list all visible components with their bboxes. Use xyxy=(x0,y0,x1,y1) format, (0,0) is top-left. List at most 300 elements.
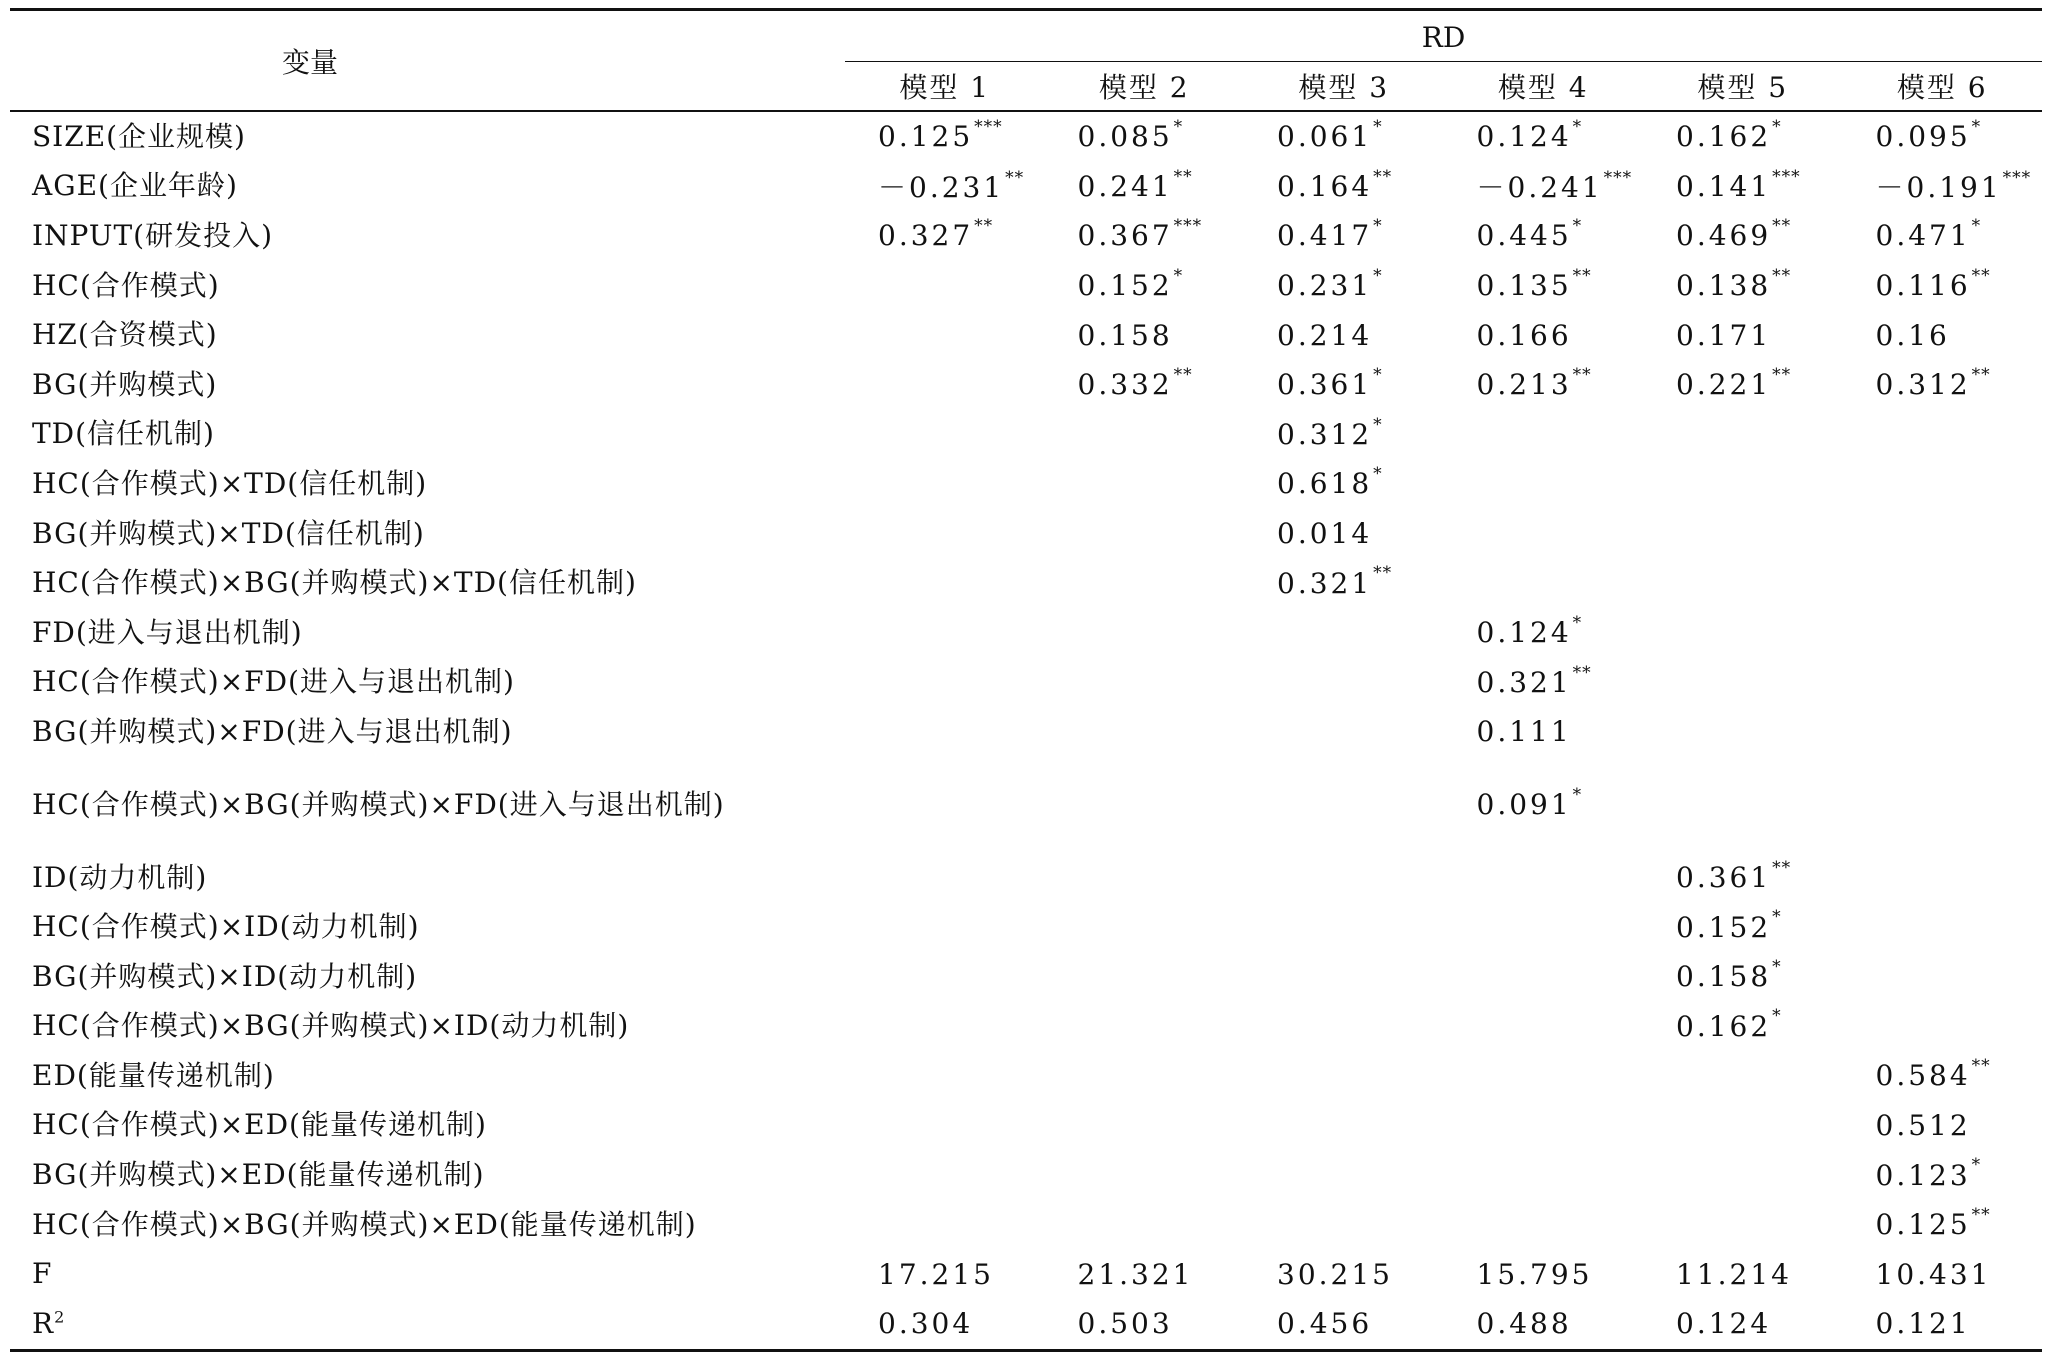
coefficient-value: 0.367 xyxy=(1077,219,1173,253)
table-row xyxy=(10,658,2042,708)
significance-stars: ** xyxy=(1005,168,1025,189)
coefficient-cell xyxy=(1244,707,1444,757)
coefficient-value: 0.445 xyxy=(1476,219,1572,253)
significance-stars: ** xyxy=(1173,364,1193,385)
coefficient-cell xyxy=(845,509,1045,559)
significance-stars: * xyxy=(1772,116,1782,137)
coefficient-cell xyxy=(1643,1101,1843,1151)
coefficient-value: 0.158 xyxy=(1676,960,1772,994)
coefficient-cell xyxy=(1444,902,1644,952)
coefficient-cell xyxy=(1843,310,2043,360)
coefficient-cell xyxy=(1843,162,2043,212)
coefficient-cell xyxy=(1444,1051,1644,1101)
coefficient-value: 0.123 xyxy=(1875,1158,1971,1192)
significance-stars: * xyxy=(1572,612,1583,633)
coefficient-value: 0.321 xyxy=(1277,566,1373,600)
coefficient-cell xyxy=(1444,1200,1644,1250)
coefficient-value: 0.162 xyxy=(1676,1009,1772,1043)
coefficient-value: 0.488 xyxy=(1476,1307,1572,1341)
coefficient-cell xyxy=(845,608,1045,658)
coefficient-cell xyxy=(1045,558,1245,608)
significance-stars: * xyxy=(1173,116,1184,137)
coefficient-cell xyxy=(1244,1249,1444,1299)
coefficient-cell xyxy=(1045,459,1245,509)
coefficient-value: 0.138 xyxy=(1676,269,1772,303)
significance-stars: * xyxy=(1373,464,1383,485)
coefficient-cell xyxy=(1444,1101,1644,1151)
coefficient-cell xyxy=(1244,1150,1444,1200)
coefficient-cell xyxy=(1244,853,1444,903)
coefficient-cell xyxy=(1843,111,2043,162)
coefficient-cell xyxy=(845,162,1045,212)
significance-stars: ** xyxy=(1373,563,1393,584)
table-row xyxy=(10,757,2042,853)
coefficient-cell xyxy=(1444,1002,1644,1052)
coefficient-value: 0.125 xyxy=(878,120,974,154)
coefficient-cell xyxy=(1444,1150,1644,1200)
coefficient-cell xyxy=(1843,707,2043,757)
significance-stars: * xyxy=(1572,216,1583,237)
coefficient-value: 0.135 xyxy=(1476,269,1572,303)
significance-stars: ** xyxy=(1971,265,1991,286)
coefficient-cell xyxy=(1244,459,1444,509)
variable-name-cell: HC(合作模式)×BG(并购模式)×TD(信任机制) xyxy=(32,566,637,600)
significance-stars: * xyxy=(1373,116,1383,137)
table-row xyxy=(10,558,2042,608)
model-header: 模型 4 xyxy=(1444,62,1644,112)
coefficient-value: －0.231 xyxy=(878,171,1005,205)
coefficient-cell xyxy=(845,1200,1045,1250)
coefficient-value: 0.512 xyxy=(1875,1108,1971,1142)
significance-stars: ** xyxy=(1572,364,1592,385)
significance-stars: * xyxy=(1572,116,1583,137)
coefficient-cell xyxy=(1843,952,2043,1002)
variable-name-cell: HC(合作模式)×FD(进入与退出机制) xyxy=(32,665,515,699)
table-row xyxy=(10,707,2042,757)
coefficient-cell xyxy=(1643,952,1843,1002)
significance-stars: ** xyxy=(1373,166,1393,187)
coefficient-cell xyxy=(1244,1101,1444,1151)
coefficient-cell xyxy=(1045,1249,1245,1299)
coefficient-value: 0.152 xyxy=(1077,269,1173,303)
coefficient-value: 0.152 xyxy=(1676,910,1772,944)
coefficient-cell xyxy=(1643,902,1843,952)
coefficient-cell xyxy=(845,111,1045,162)
coefficient-cell xyxy=(845,211,1045,261)
coefficient-cell xyxy=(1244,310,1444,360)
coefficient-cell xyxy=(1045,952,1245,1002)
coefficient-cell xyxy=(1444,211,1644,261)
coefficient-value: 0.584 xyxy=(1875,1059,1971,1093)
coefficient-value: 0.085 xyxy=(1077,120,1173,154)
coefficient-cell xyxy=(1643,162,1843,212)
coefficient-cell xyxy=(1045,1002,1245,1052)
coefficient-cell xyxy=(1045,707,1245,757)
coefficient-cell xyxy=(1045,853,1245,903)
coefficient-value: 0.312 xyxy=(1875,368,1971,402)
variable-name-cell: HC(合作模式) xyxy=(32,268,220,302)
coefficient-value: 17.215 xyxy=(878,1257,994,1291)
variable-name-cell xyxy=(10,1299,845,1350)
coefficient-cell xyxy=(1244,902,1444,952)
variable-name-cell: BG(并购模式)×ED(能量传递机制) xyxy=(32,1158,485,1192)
coefficient-cell xyxy=(1843,853,2043,903)
coefficient-cell xyxy=(1843,261,2043,311)
coefficient-cell xyxy=(1045,1200,1245,1250)
coefficient-cell xyxy=(1045,1051,1245,1101)
coefficient-value: 0.241 xyxy=(1077,169,1173,203)
variable-name-cell: BG(并购模式) xyxy=(32,367,218,401)
table-row xyxy=(10,1150,2042,1200)
coefficient-cell xyxy=(1244,360,1444,410)
coefficient-cell xyxy=(1244,1200,1444,1250)
table-row xyxy=(10,1101,2042,1151)
coefficient-cell xyxy=(1444,509,1644,559)
coefficient-cell xyxy=(1244,1299,1444,1350)
coefficient-cell xyxy=(1643,658,1843,708)
coefficient-cell xyxy=(1244,111,1444,162)
model-header: 模型 3 xyxy=(1244,62,1444,112)
r-squared-label: R xyxy=(32,1306,55,1340)
coefficient-value: 0.321 xyxy=(1476,665,1572,699)
coefficient-value: 0.327 xyxy=(878,219,974,253)
model-header: 模型 5 xyxy=(1643,62,1843,112)
significance-stars: * xyxy=(1971,1155,1982,1176)
coefficient-cell xyxy=(1244,1002,1444,1052)
coefficient-value: 0.141 xyxy=(1676,169,1772,203)
coefficient-cell xyxy=(1643,853,1843,903)
coefficient-cell xyxy=(1643,261,1843,311)
coefficient-value: 0.158 xyxy=(1077,318,1173,352)
significance-stars: ** xyxy=(1772,265,1792,286)
significance-stars: * xyxy=(1572,784,1583,805)
variable-name-cell: HC(合作模式)×TD(信任机制) xyxy=(32,466,428,500)
significance-stars: ** xyxy=(1772,857,1792,878)
significance-stars: ** xyxy=(974,216,994,237)
table-row xyxy=(10,261,2042,311)
coefficient-value: 0.091 xyxy=(1476,788,1572,822)
coefficient-cell xyxy=(1843,558,2043,608)
coefficient-cell xyxy=(845,1249,1045,1299)
coefficient-value: 0.213 xyxy=(1476,368,1572,402)
significance-stars: * xyxy=(1373,216,1383,237)
coefficient-cell xyxy=(1843,459,2043,509)
coefficient-cell xyxy=(1444,261,1644,311)
coefficient-value: 0.471 xyxy=(1875,219,1971,253)
significance-stars: * xyxy=(1772,956,1782,977)
coefficient-value: 0.214 xyxy=(1277,318,1373,352)
significance-stars: *** xyxy=(974,116,1003,137)
coefficient-cell xyxy=(1643,1051,1843,1101)
coefficient-cell xyxy=(1643,1150,1843,1200)
coefficient-cell xyxy=(1643,757,1843,853)
coefficient-cell xyxy=(1045,310,1245,360)
table-row xyxy=(10,111,2042,162)
coefficient-cell xyxy=(1045,162,1245,212)
coefficient-cell xyxy=(1045,261,1245,311)
coefficient-cell xyxy=(1843,1101,2043,1151)
dependent-variable-header: RD xyxy=(845,11,2042,62)
significance-stars: *** xyxy=(1603,168,1633,189)
coefficient-cell xyxy=(1045,211,1245,261)
coefficient-value: 11.214 xyxy=(1676,1257,1792,1291)
significance-stars: ** xyxy=(1772,364,1792,385)
model-header: 模型 2 xyxy=(1045,62,1245,112)
coefficient-cell xyxy=(845,1002,1045,1052)
coefficient-cell xyxy=(1843,757,2043,853)
coefficient-cell xyxy=(1444,360,1644,410)
regression-results-table xyxy=(10,8,2042,1352)
coefficient-cell xyxy=(1843,1002,2043,1052)
coefficient-cell xyxy=(1643,310,1843,360)
coefficient-cell xyxy=(1444,757,1644,853)
coefficient-value: 0.231 xyxy=(1277,269,1373,303)
significance-stars: ** xyxy=(1971,1204,1991,1225)
coefficient-value: 0.221 xyxy=(1676,368,1772,402)
coefficient-cell xyxy=(1444,853,1644,903)
significance-stars: * xyxy=(1373,414,1383,435)
coefficient-value: 0.125 xyxy=(1875,1208,1971,1242)
coefficient-value: －0.241 xyxy=(1476,171,1603,205)
coefficient-value: 0.095 xyxy=(1875,120,1971,154)
header-row-1 xyxy=(10,11,2042,62)
coefficient-cell xyxy=(1444,162,1644,212)
significance-stars: * xyxy=(1373,265,1383,286)
model-header: 模型 6 xyxy=(1843,62,2043,112)
coefficient-cell xyxy=(1444,952,1644,1002)
coefficient-cell xyxy=(1843,608,2043,658)
coefficient-value: 0.16 xyxy=(1875,318,1950,352)
coefficient-value: 0.361 xyxy=(1277,368,1373,402)
coefficient-cell xyxy=(1244,410,1444,460)
coefficient-cell xyxy=(1643,558,1843,608)
significance-stars: * xyxy=(1373,364,1383,385)
table-row xyxy=(10,1051,2042,1101)
significance-stars: *** xyxy=(1173,216,1203,237)
regression-table-document xyxy=(10,8,2042,1352)
table-row xyxy=(10,902,2042,952)
coefficient-cell xyxy=(1643,1299,1843,1350)
coefficient-value: 0.124 xyxy=(1476,616,1572,650)
coefficient-value: 0.417 xyxy=(1277,219,1373,253)
coefficient-value: 0.456 xyxy=(1277,1307,1373,1341)
coefficient-value: 0.162 xyxy=(1676,120,1772,154)
coefficient-cell xyxy=(1045,902,1245,952)
coefficient-cell xyxy=(1444,459,1644,509)
significance-stars: *** xyxy=(1772,166,1801,187)
variable-name-cell: FD(进入与退出机制) xyxy=(32,615,303,649)
coefficient-value: 0.061 xyxy=(1277,120,1373,154)
coefficient-cell xyxy=(845,707,1045,757)
coefficient-cell xyxy=(1643,707,1843,757)
table-row xyxy=(10,952,2042,1002)
significance-stars: ** xyxy=(1572,265,1592,286)
coefficient-cell xyxy=(845,1299,1045,1350)
coefficient-value: 21.321 xyxy=(1077,1257,1194,1291)
coefficient-cell xyxy=(1444,410,1644,460)
coefficient-cell xyxy=(1643,1200,1843,1250)
coefficient-value: 15.795 xyxy=(1476,1257,1593,1291)
table-row xyxy=(10,459,2042,509)
coefficient-cell xyxy=(845,1051,1045,1101)
coefficient-value: 0.116 xyxy=(1875,269,1971,303)
coefficient-cell xyxy=(845,558,1045,608)
coefficient-cell xyxy=(1444,658,1644,708)
significance-stars: * xyxy=(1971,116,1982,137)
coefficient-cell xyxy=(1244,658,1444,708)
coefficient-cell xyxy=(1643,410,1843,460)
coefficient-cell xyxy=(845,261,1045,311)
coefficient-cell xyxy=(1643,360,1843,410)
table-row xyxy=(10,410,2042,460)
table-row xyxy=(10,162,2042,212)
coefficient-value: 0.111 xyxy=(1476,715,1572,749)
coefficient-cell xyxy=(1843,509,2043,559)
coefficient-cell xyxy=(1843,902,2043,952)
variable-name-cell: BG(并购模式)×ID(动力机制) xyxy=(32,959,418,993)
coefficient-cell xyxy=(1244,757,1444,853)
variable-name-cell: HC(合作模式)×BG(并购模式)×FD(进入与退出机制) xyxy=(32,787,725,821)
coefficient-cell xyxy=(845,1101,1045,1151)
coefficient-cell xyxy=(1843,1150,2043,1200)
table-row-r-squared xyxy=(10,1299,2042,1350)
coefficient-value: 0.171 xyxy=(1676,318,1772,352)
coefficient-cell xyxy=(1643,1002,1843,1052)
table-row xyxy=(10,211,2042,261)
coefficient-cell xyxy=(1045,509,1245,559)
coefficient-cell xyxy=(845,658,1045,708)
coefficient-cell xyxy=(1045,1150,1245,1200)
variable-name-cell: SIZE(企业规模) xyxy=(32,119,246,153)
coefficient-cell xyxy=(1045,1299,1245,1350)
coefficient-cell xyxy=(1045,1101,1245,1151)
table-row xyxy=(10,509,2042,559)
coefficient-value: －0.191 xyxy=(1875,171,2002,205)
coefficient-cell xyxy=(1843,360,2043,410)
significance-stars: * xyxy=(1173,265,1184,286)
significance-stars: ** xyxy=(1971,1056,1991,1077)
coefficient-value: 0.164 xyxy=(1277,169,1373,203)
variable-name-cell: HC(合作模式)×BG(并购模式)×ED(能量传递机制) xyxy=(32,1207,697,1241)
coefficient-cell xyxy=(1843,211,2043,261)
coefficient-cell xyxy=(845,1150,1045,1200)
coefficient-value: 0.121 xyxy=(1875,1307,1971,1341)
variable-name-cell: HC(合作模式)×BG(并购模式)×ID(动力机制) xyxy=(32,1009,630,1043)
coefficient-value: 0.166 xyxy=(1476,318,1572,352)
variable-name-cell: HC(合作模式)×ID(动力机制) xyxy=(32,910,420,944)
coefficient-value: 0.618 xyxy=(1277,467,1373,501)
coefficient-cell xyxy=(1444,608,1644,658)
coefficient-cell xyxy=(1045,658,1245,708)
coefficient-value: 0.304 xyxy=(878,1307,974,1341)
significance-stars: * xyxy=(1971,216,1982,237)
coefficient-cell xyxy=(1643,111,1843,162)
variable-column-header: 变量 xyxy=(10,11,845,111)
coefficient-cell xyxy=(1045,757,1245,853)
coefficient-cell xyxy=(1244,558,1444,608)
coefficient-cell xyxy=(1843,1299,2043,1350)
variable-name-cell: F xyxy=(32,1257,53,1291)
significance-stars: ** xyxy=(1572,662,1592,683)
coefficient-cell xyxy=(845,459,1045,509)
coefficient-cell xyxy=(1444,310,1644,360)
coefficient-cell xyxy=(1643,1249,1843,1299)
variable-name-cell: BG(并购模式)×TD(信任机制) xyxy=(32,516,425,550)
significance-stars: ** xyxy=(1173,166,1193,187)
table-body xyxy=(10,111,2042,1350)
coefficient-cell xyxy=(845,360,1045,410)
variable-name-cell: HC(合作模式)×ED(能量传递机制) xyxy=(32,1108,487,1142)
table-row xyxy=(10,853,2042,903)
coefficient-value: 0.503 xyxy=(1077,1307,1173,1341)
variable-name-cell: ED(能量传递机制) xyxy=(32,1058,275,1092)
variable-name-cell: AGE(企业年龄) xyxy=(32,169,238,203)
coefficient-value: 0.361 xyxy=(1676,861,1772,895)
coefficient-cell xyxy=(1444,111,1644,162)
model-header: 模型 1 xyxy=(845,62,1045,112)
coefficient-value: 0.469 xyxy=(1676,219,1772,253)
table-row xyxy=(10,1200,2042,1250)
coefficient-cell xyxy=(1045,111,1245,162)
coefficient-cell xyxy=(1244,162,1444,212)
coefficient-value: 10.431 xyxy=(1875,1257,1992,1291)
coefficient-cell xyxy=(845,757,1045,853)
coefficient-cell xyxy=(1444,1249,1644,1299)
coefficient-cell xyxy=(1843,1249,2043,1299)
variable-name-cell: HZ(合资模式) xyxy=(32,318,218,352)
coefficient-cell xyxy=(1643,211,1843,261)
coefficient-value: 30.215 xyxy=(1277,1257,1393,1291)
coefficient-cell xyxy=(845,952,1045,1002)
coefficient-cell xyxy=(1843,1200,2043,1250)
coefficient-cell xyxy=(1244,211,1444,261)
coefficient-cell xyxy=(1643,459,1843,509)
variable-name-cell: BG(并购模式)×FD(进入与退出机制) xyxy=(32,714,513,748)
coefficient-value: 0.014 xyxy=(1277,517,1373,551)
coefficient-cell xyxy=(1444,558,1644,608)
coefficient-cell xyxy=(845,410,1045,460)
coefficient-value: 0.124 xyxy=(1676,1307,1772,1341)
table-row xyxy=(10,1002,2042,1052)
significance-stars: ** xyxy=(1772,216,1792,237)
coefficient-value: 0.332 xyxy=(1077,368,1173,402)
coefficient-cell xyxy=(1843,658,2043,708)
coefficient-cell xyxy=(1444,707,1644,757)
coefficient-cell xyxy=(1045,410,1245,460)
variable-name-cell: INPUT(研发投入) xyxy=(32,218,274,252)
table-row xyxy=(10,608,2042,658)
coefficient-cell xyxy=(1045,608,1245,658)
significance-stars: *** xyxy=(2002,168,2032,189)
coefficient-cell xyxy=(1444,1299,1644,1350)
coefficient-cell xyxy=(1244,1051,1444,1101)
coefficient-cell xyxy=(1643,608,1843,658)
r-squared-superscript: 2 xyxy=(54,1307,66,1327)
variable-name-cell: ID(动力机制) xyxy=(32,860,208,894)
coefficient-cell xyxy=(1244,509,1444,559)
coefficient-cell xyxy=(1843,410,2043,460)
coefficient-value: 0.312 xyxy=(1277,417,1373,451)
coefficient-cell xyxy=(1045,360,1245,410)
significance-stars: * xyxy=(1772,907,1782,928)
coefficient-value: 0.124 xyxy=(1476,120,1572,154)
coefficient-cell xyxy=(1244,261,1444,311)
coefficient-cell xyxy=(1244,952,1444,1002)
coefficient-cell xyxy=(845,853,1045,903)
coefficient-cell xyxy=(1244,608,1444,658)
coefficient-cell xyxy=(1843,1051,2043,1101)
significance-stars: ** xyxy=(1971,364,1991,385)
